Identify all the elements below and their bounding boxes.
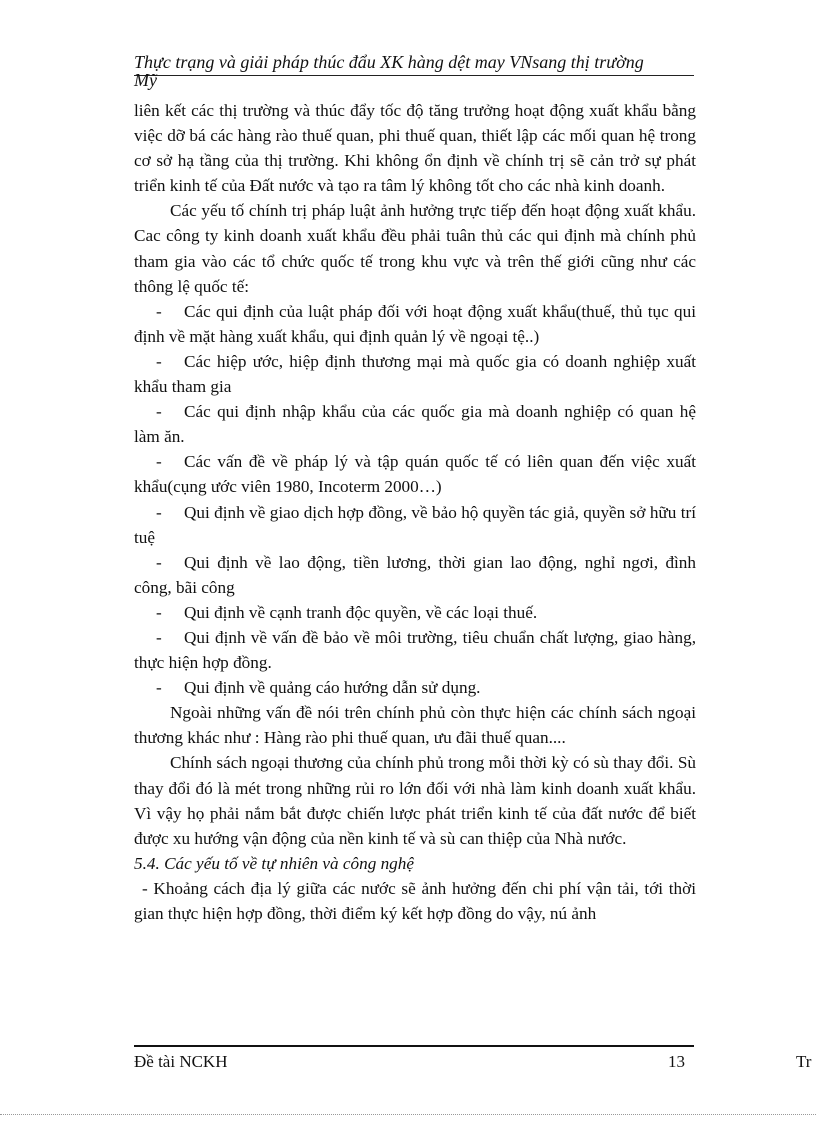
list-item: - Qui định về quảng cáo hướng dẫn sử dụng.	[134, 675, 696, 700]
list-item: - Qui định về lao động, tiền lương, thời gian lao động, nghỉ ngơi, đình công, bãi công	[134, 550, 696, 600]
list-item: - Qui định về vấn đề bảo về môi trường, tiêu chuẩn chất lượng, giao hàng, thực hiện hợp đồng.	[134, 625, 696, 675]
paragraph-4: Chính sách ngoại thương của chính phủ trong mỗi thời kỳ có sù thay đổi. Sù thay đổi đó là mét trong những rủi ro lớn đối với nhà làm kinh doanh xuất khẩu. Vì vậy họ phải nắm bắt được chiến lược phát triển kinh tế của đất nước để biết được xu hướng vận động của nền kinh tế và sù can thiệp của Nhà nước.	[134, 753, 696, 848]
page-break-line	[0, 1114, 816, 1115]
bullet-dash: -	[156, 452, 162, 472]
bullet-dash: -	[156, 552, 162, 572]
bullet-dash: -	[156, 351, 162, 371]
paragraph-5: - Khoảng cách địa lý giữa các nước sẽ ảnh hưởng đến chi phí vận tải, tới thời gian thực hiện hợp đồng, thời điểm ký kết hợp đồng do vậy, nú ảnh	[134, 878, 696, 923]
document-body	[134, 98, 696, 926]
header-divider	[134, 75, 694, 76]
list-item: - Qui định về giao dịch hợp đồng, về bảo hộ quyền tác giả, quyền sở hữu trí tuệ	[134, 500, 696, 550]
running-header: Thực trạng và giải pháp thúc đẩu XK hàng dệt may VNsang thị trường	[134, 52, 644, 72]
bullet-dash: -	[156, 678, 162, 698]
page-number: 13	[668, 1052, 685, 1071]
section-heading: 5.4. Các yếu tố về tự nhiên và công nghệ	[134, 853, 414, 873]
running-header-continuation: Mỹ	[134, 70, 157, 90]
footer-divider	[134, 1045, 694, 1047]
paragraph-2: Các yếu tố chính trị pháp luật ảnh hưởng trực tiếp đến hoạt động xuất khẩu. Cac công ty kinh doanh xuất khẩu đều phải tuân thủ các qui định mà chính phủ tham gia vào các tổ chức quốc tế trong khu vực và trên thế giới cũng như các thông lệ quốc tế:	[134, 201, 696, 296]
list-item: - Các hiệp ước, hiệp định thương mại mà quốc gia có doanh nghiệp xuất khẩu tham gia	[134, 349, 696, 399]
paragraph-1: liên kết các thị trường và thúc đẩy tốc độ tăng trưởng hoạt động xuất khẩu bằng việc dỡ bá các hàng rào thuế quan, phi thuế quan, thiết lập các mối quan hệ trong cơ sở hạ tầng của thị trường. Khi không ổn định về chính trị sẽ cản trở sự phát triển kinh tế của Đất nước và tạo ra tâm lý không tốt cho các nhà kinh doanh.	[134, 101, 696, 196]
list-item: - Các qui định nhập khẩu của các quốc gia mà doanh nghiệp có quan hệ làm ăn.	[134, 399, 696, 449]
list-item: - Các qui định của luật pháp đối với hoạt động xuất khẩu(thuế, thủ tục qui định về mặt hàng xuất khẩu, qui định quản lý về ngoại tệ..)	[134, 299, 696, 349]
footer-truncated-text: Tr	[796, 1052, 812, 1071]
list-item: - Các vấn đề về pháp lý và tập quán quốc tế có liên quan đến việc xuất khẩu(cụng ước viên 1980, Incoterm 2000…)	[134, 449, 696, 499]
bullet-dash: -	[156, 301, 162, 321]
bullet-dash: -	[156, 627, 162, 647]
bullet-dash: -	[156, 602, 162, 622]
bullet-dash: -	[156, 402, 162, 422]
footer-label: Đề tài NCKH	[134, 1052, 228, 1071]
bullet-dash: -	[156, 502, 162, 522]
list-item: - Qui định về cạnh tranh độc quyền, về các loại thuế.	[134, 600, 696, 625]
paragraph-3: Ngoài những vấn đề nói trên chính phủ còn thực hiện các chính sách ngoại thương khác như : Hàng rào phi thuế quan, ưu đãi thuế quan....	[134, 703, 696, 748]
